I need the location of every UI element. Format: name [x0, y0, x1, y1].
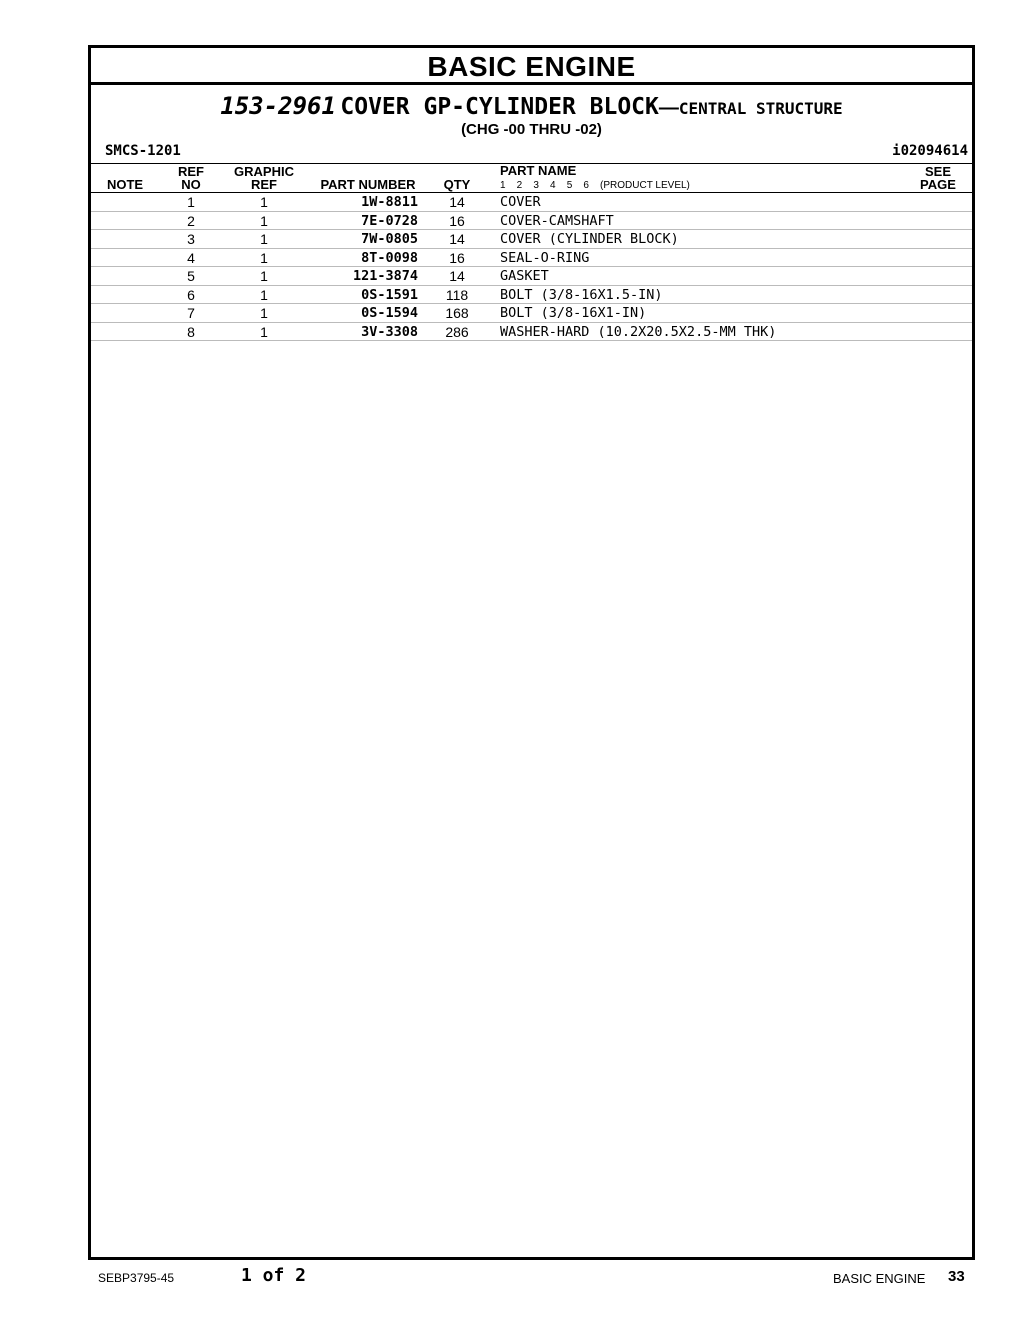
ref-no: 3: [187, 231, 195, 247]
group-name: COVER GP-CYLINDER BLOCK: [340, 94, 659, 120]
ref-no: 4: [187, 249, 195, 266]
table-row: [91, 212, 972, 231]
part-number: 3V-3308: [361, 323, 418, 340]
group-title-dash: —: [658, 97, 679, 119]
graphic-ref: 1: [260, 231, 268, 247]
group-title: [91, 93, 972, 119]
part-number: 7E-0728: [361, 212, 418, 229]
quantity: 168: [445, 305, 469, 321]
quantity: 14: [449, 194, 465, 210]
header-qty: QTY: [443, 177, 471, 192]
group-number: 153-2961: [220, 92, 336, 120]
quantity: 118: [445, 286, 469, 303]
group-subtitle: CENTRAL STRUCTURE: [678, 99, 843, 118]
ref-no: 7: [187, 305, 195, 321]
parts-list: [91, 193, 972, 341]
graphic-ref: 1: [260, 305, 268, 321]
part-number: 121-3874: [352, 268, 418, 284]
ref-no: 5: [187, 268, 195, 284]
page-of-count: 1 of 2: [241, 1265, 307, 1286]
header-part-number: PART NUMBER: [320, 177, 416, 192]
smcs-code: SMCS-1201: [105, 143, 181, 159]
part-number: 0S-1591: [361, 286, 418, 303]
part-name: SEAL-O-RING: [500, 249, 590, 266]
header-product-level: 1 2 3 4 5 6 (PRODUCT LEVEL): [500, 180, 690, 191]
table-row: [91, 286, 972, 305]
header-note: NOTE: [106, 177, 144, 192]
header-part-name: PART NAME: [500, 163, 577, 178]
ref-no: 1: [187, 194, 195, 210]
part-name: COVER: [500, 194, 541, 210]
quantity: 14: [449, 231, 465, 247]
change-range: (CHG -00 THRU -02): [461, 121, 602, 138]
header-ref-line2: NO: [181, 177, 201, 192]
graphic-ref: 1: [260, 268, 268, 284]
graphic-ref: 1: [260, 212, 268, 229]
illustration-id: i02094614: [892, 143, 968, 159]
part-number: 8T-0098: [361, 249, 418, 266]
header-graphic-line2: REF: [251, 177, 277, 192]
graphic-ref: 1: [260, 194, 268, 210]
part-number: 1W-8811: [361, 194, 418, 210]
page-number: 33: [948, 1268, 965, 1285]
part-name: GASKET: [500, 268, 549, 284]
table-row: [91, 267, 972, 286]
ref-no: 8: [187, 323, 195, 340]
table-row: [91, 193, 972, 212]
footer-section-name: BASIC ENGINE: [833, 1271, 926, 1286]
table-row: [91, 304, 972, 323]
page-footer: [0, 1265, 1020, 1289]
part-number: 7W-0805: [361, 231, 418, 247]
column-header: [91, 164, 972, 193]
header-ref-line1: REF: [178, 164, 204, 179]
part-number: 0S-1594: [361, 305, 418, 321]
graphic-ref: 1: [260, 249, 268, 266]
part-name: WASHER-HARD (10.2X20.5X2.5-MM THK): [500, 323, 777, 340]
table-row: [91, 230, 972, 249]
graphic-ref: 1: [260, 323, 268, 340]
quantity: 16: [449, 249, 465, 266]
graphic-ref: 1: [260, 286, 268, 303]
header-graphic-line1: GRAPHIC: [234, 164, 294, 179]
smcs-row: [91, 141, 972, 164]
publication-number: SEBP3795-45: [98, 1271, 175, 1285]
part-name: COVER (CYLINDER BLOCK): [500, 231, 679, 247]
quantity: 14: [449, 268, 465, 284]
table-row: [91, 249, 972, 268]
ref-no: 2: [187, 212, 195, 229]
quantity: 16: [449, 212, 465, 229]
part-name: COVER-CAMSHAFT: [500, 212, 614, 229]
part-name: BOLT (3/8-16X1.5-IN): [500, 286, 663, 303]
quantity: 286: [445, 323, 469, 340]
part-name: BOLT (3/8-16X1-IN): [500, 305, 647, 321]
header-see-line2: PAGE: [920, 177, 956, 192]
ref-no: 6: [187, 286, 195, 303]
section-title: BASIC ENGINE: [91, 48, 972, 85]
table-row: [91, 323, 972, 342]
header-see-line1: SEE: [924, 164, 951, 179]
parts-page-frame: [88, 45, 975, 1260]
